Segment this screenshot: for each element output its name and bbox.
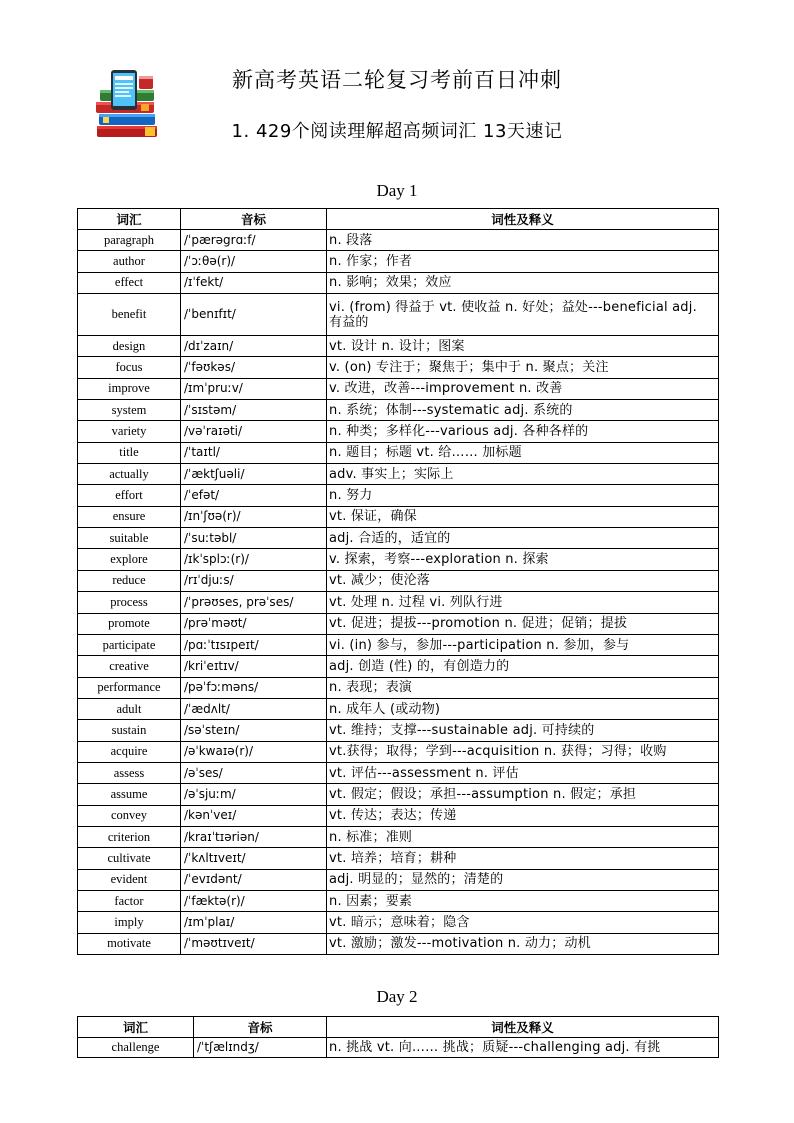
definition-cell: n. 成年人 (或动物) — [327, 698, 719, 719]
header-definition: 词性及释义 — [327, 1017, 719, 1038]
phonetic-cell: /dɪˈzaɪn/ — [181, 336, 327, 357]
definition-cell: vt. 评估---assessment n. 评估 — [327, 762, 719, 783]
definition-cell: vt. 传达；表达；传递 — [327, 805, 719, 826]
definition-cell: n. 作家；作者 — [327, 251, 719, 272]
table-row — [78, 442, 719, 463]
definition-cell: v. (on) 专注于；聚焦于；集中于 n. 聚点；关注 — [327, 357, 719, 378]
table-row — [78, 421, 719, 442]
phonetic-cell: /ˈefət/ — [181, 485, 327, 506]
definition-cell: vt.获得；取得；学到---acquisition n. 获得；习得；收购 — [327, 741, 719, 762]
table-row — [78, 357, 719, 378]
table-row — [78, 485, 719, 506]
table-row — [78, 634, 719, 655]
word-cell: assess — [78, 762, 181, 783]
table-row — [78, 592, 719, 613]
definition-cell: vt. 暗示；意味着；隐含 — [327, 912, 719, 933]
table-row — [78, 698, 719, 719]
word-cell: convey — [78, 805, 181, 826]
word-cell: adult — [78, 698, 181, 719]
word-cell: sustain — [78, 720, 181, 741]
word-cell: focus — [78, 357, 181, 378]
vocab-table-day1 — [77, 208, 719, 955]
phonetic-cell: /kənˈveɪ/ — [181, 805, 327, 826]
word-cell: participate — [78, 634, 181, 655]
definition-cell: n. 种类；多样化---various adj. 各种各样的 — [327, 421, 719, 442]
table-row — [78, 933, 719, 954]
phonetic-cell: /əˈkwaɪə(r)/ — [181, 741, 327, 762]
table-row — [78, 251, 719, 272]
phonetic-cell: /rɪˈdjuːs/ — [181, 570, 327, 591]
header-definition: 词性及释义 — [327, 209, 719, 230]
table-row — [78, 549, 719, 570]
definition-cell: n. 标准；准则 — [327, 826, 719, 847]
definition-cell: n. 努力 — [327, 485, 719, 506]
table-row — [78, 805, 719, 826]
word-cell: imply — [78, 912, 181, 933]
vocab-table-day2 — [77, 1016, 719, 1058]
header-phonetic: 音标 — [181, 209, 327, 230]
phonetic-cell: /ɪkˈsplɔː(r)/ — [181, 549, 327, 570]
word-cell: effect — [78, 272, 181, 293]
phonetic-cell: /ˈprəʊses, prəˈses/ — [181, 592, 327, 613]
document-title: 新高考英语二轮复习考前百日冲刺 — [232, 68, 562, 92]
table-row — [78, 336, 719, 357]
phonetic-cell: /pəˈfɔːməns/ — [181, 677, 327, 698]
definition-cell: vt. 减少；使沦落 — [327, 570, 719, 591]
word-cell: title — [78, 442, 181, 463]
word-cell: challenge — [78, 1038, 194, 1058]
table-row — [78, 826, 719, 847]
table-row — [78, 464, 719, 485]
table-row — [78, 869, 719, 890]
word-cell: author — [78, 251, 181, 272]
word-cell: effort — [78, 485, 181, 506]
phonetic-cell: /ˈɔːθə(r)/ — [181, 251, 327, 272]
word-cell: creative — [78, 656, 181, 677]
table-row — [78, 294, 719, 336]
phonetic-cell: /ˈædʌlt/ — [181, 698, 327, 719]
phonetic-cell: /əˈses/ — [181, 762, 327, 783]
phonetic-cell: /ɪˈfekt/ — [181, 272, 327, 293]
phonetic-cell: /ˈæktʃuəli/ — [181, 464, 327, 485]
table-row — [78, 912, 719, 933]
table-row — [78, 848, 719, 869]
table-row — [78, 890, 719, 911]
word-cell: factor — [78, 890, 181, 911]
phonetic-cell: /ˈtʃælɪndʒ/ — [194, 1038, 327, 1058]
word-cell: actually — [78, 464, 181, 485]
definition-cell: vt. 培养；培育；耕种 — [327, 848, 719, 869]
table-row — [78, 570, 719, 591]
phonetic-cell: /ˈfəʊkəs/ — [181, 357, 327, 378]
table-header-row — [78, 1017, 719, 1038]
definition-cell: n. 系统；体制---systematic adj. 系统的 — [327, 400, 719, 421]
word-cell: criterion — [78, 826, 181, 847]
definition-cell: vt. 激励；激发---motivation n. 动力；动机 — [327, 933, 719, 954]
phonetic-cell: /vəˈraɪəti/ — [181, 421, 327, 442]
definition-cell: n. 挑战 vt. 向…… 挑战；质疑---challenging adj. 有挑 — [327, 1038, 719, 1058]
table-row — [78, 720, 719, 741]
table-row — [78, 272, 719, 293]
phonetic-cell: /əˈsjuːm/ — [181, 784, 327, 805]
table-row — [78, 613, 719, 634]
table-row — [78, 400, 719, 421]
word-cell: design — [78, 336, 181, 357]
phonetic-cell: /ˈsɪstəm/ — [181, 400, 327, 421]
table-row — [78, 677, 719, 698]
word-cell: variety — [78, 421, 181, 442]
phonetic-cell: /kriˈeɪtɪv/ — [181, 656, 327, 677]
phonetic-cell: /ˈfæktə(r)/ — [181, 890, 327, 911]
definition-cell: n. 题目；标题 vt. 给…… 加标题 — [327, 442, 719, 463]
word-cell: acquire — [78, 741, 181, 762]
table-row — [78, 784, 719, 805]
definition-cell: v. 改进，改善---improvement n. 改善 — [327, 378, 719, 399]
definition-cell: vt. 假定；假设；承担---assumption n. 假定；承担 — [327, 784, 719, 805]
phonetic-cell: /ˈməʊtɪveɪt/ — [181, 933, 327, 954]
table-row — [78, 378, 719, 399]
word-cell: improve — [78, 378, 181, 399]
word-cell: promote — [78, 613, 181, 634]
header-phonetic: 音标 — [194, 1017, 327, 1038]
word-cell: benefit — [78, 294, 181, 336]
word-cell: system — [78, 400, 181, 421]
phonetic-cell: /səˈsteɪn/ — [181, 720, 327, 741]
phonetic-cell: /ˈtaɪtl/ — [181, 442, 327, 463]
definition-cell: vt. 处理 n. 过程 vi. 列队行进 — [327, 592, 719, 613]
word-cell: assume — [78, 784, 181, 805]
table-row — [78, 762, 719, 783]
word-cell: suitable — [78, 528, 181, 549]
table-row — [78, 506, 719, 527]
word-cell: performance — [78, 677, 181, 698]
definition-cell: adj. 创造 (性) 的，有创造力的 — [327, 656, 719, 677]
phonetic-cell: /ɪnˈʃʊə(r)/ — [181, 506, 327, 527]
phonetic-cell: /prəˈməʊt/ — [181, 613, 327, 634]
definition-cell: vi. (from) 得益于 vt. 使收益 n. 好处；益处---beneficial adj. 有益的 — [327, 294, 719, 336]
phonetic-cell: /pɑːˈtɪsɪpeɪt/ — [181, 634, 327, 655]
phonetic-cell: /ˈsuːtəbl/ — [181, 528, 327, 549]
phonetic-cell: /ɪmˈpruːv/ — [181, 378, 327, 399]
definition-cell: vt. 促进；提拔---promotion n. 促进；促销；提拔 — [327, 613, 719, 634]
day1-heading: Day 1 — [376, 181, 418, 200]
definition-cell: n. 段落 — [327, 230, 719, 251]
definition-cell: adj. 明显的；显然的；清楚的 — [327, 869, 719, 890]
phonetic-cell: /kraɪˈtɪəriən/ — [181, 826, 327, 847]
definition-cell: adv. 事实上；实际上 — [327, 464, 719, 485]
table-header-row — [78, 209, 719, 230]
definition-cell: vt. 设计 n. 设计；图案 — [327, 336, 719, 357]
day2-heading: Day 2 — [376, 987, 418, 1006]
definition-cell: v. 探索，考察---exploration n. 探索 — [327, 549, 719, 570]
word-cell: explore — [78, 549, 181, 570]
definition-cell: n. 影响；效果；效应 — [327, 272, 719, 293]
table-row — [78, 230, 719, 251]
word-cell: cultivate — [78, 848, 181, 869]
word-cell: paragraph — [78, 230, 181, 251]
phonetic-cell: /ˈpærəgrɑːf/ — [181, 230, 327, 251]
header-word: 词汇 — [78, 209, 181, 230]
definition-cell: vt. 维持；支撑---sustainable adj. 可持续的 — [327, 720, 719, 741]
phonetic-cell: /ɪmˈplaɪ/ — [181, 912, 327, 933]
table-row — [78, 1038, 719, 1058]
definition-cell: vt. 保证，确保 — [327, 506, 719, 527]
phonetic-cell: /ˈbenɪfɪt/ — [181, 294, 327, 336]
word-cell: motivate — [78, 933, 181, 954]
phonetic-cell: /ˈevɪdənt/ — [181, 869, 327, 890]
definition-cell: adj. 合适的，适宜的 — [327, 528, 719, 549]
phonetic-cell: /ˈkʌltɪveɪt/ — [181, 848, 327, 869]
definition-cell: n. 因素；要素 — [327, 890, 719, 911]
definition-cell: vi. (in) 参与，参加---participation n. 参加，参与 — [327, 634, 719, 655]
word-cell: reduce — [78, 570, 181, 591]
document-subtitle: 1. 429个阅读理解超高频词汇 13天速记 — [231, 121, 563, 142]
definition-cell: n. 表现；表演 — [327, 677, 719, 698]
table-row — [78, 528, 719, 549]
table-row — [78, 656, 719, 677]
header-word: 词汇 — [78, 1017, 194, 1038]
word-cell: process — [78, 592, 181, 613]
table-row — [78, 741, 719, 762]
word-cell: evident — [78, 869, 181, 890]
word-cell: ensure — [78, 506, 181, 527]
